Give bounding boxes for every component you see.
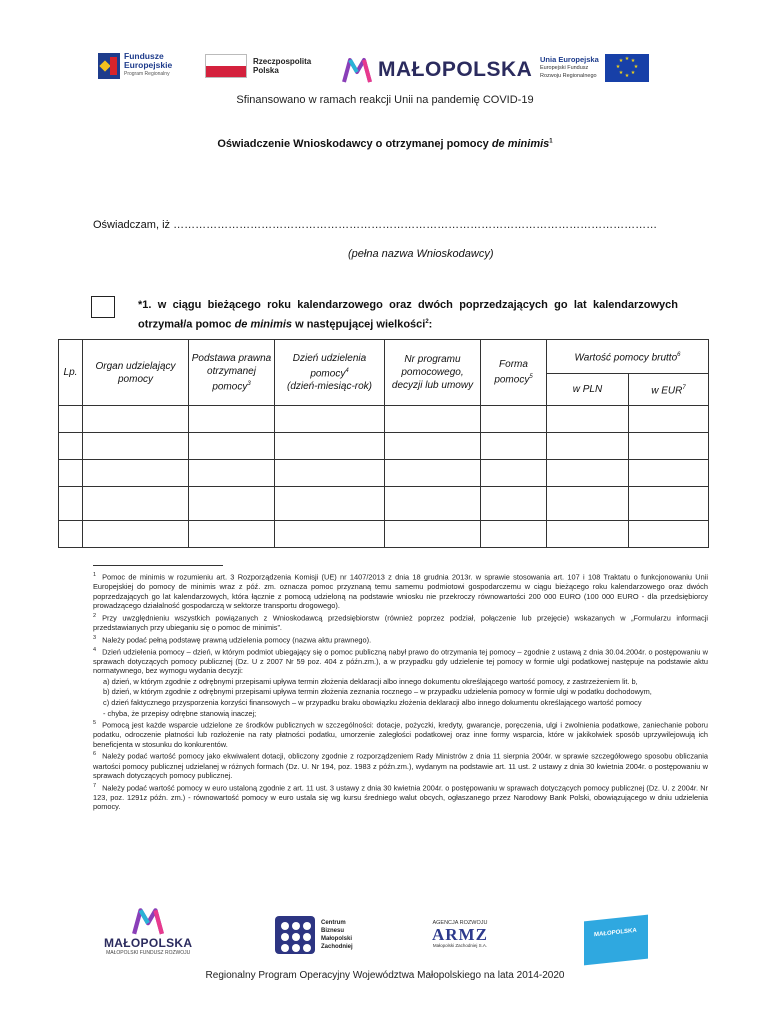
eu-flag-icon: ★ ★ ★ ★ ★ ★ ★ ★ [605,54,649,82]
footnote-item [93,646,708,676]
footnote-text: c) dzień faktycznego przysporzenia korzyści finansowych – w przypadku braku obowiązku złożenia deklaracji albo innego dokumentu określającego wartość pomocy [103,698,642,707]
col-podstawa: Podstawa prawna otrzymanej pomocy$^3$ [189,340,275,406]
dots-grid-icon [275,916,315,954]
footnote-item [93,782,708,812]
footnote-text: Pomocą jest każde wsparcie udzielone ze środków publicznych w szczególności: dotacje, pożyczki, kredyty, gwarancje, poręczenia, ulgi i zwolnienia podatkowe, zaniechanie poboru podatku, odroczenie płatności lub rozłożenie na raty płatności podatku, umorzenie zaległości podatkowej oraz inne formy wsparcia, które w jakikolwiek sposób uprzywilejowują ich beneficjenta w stosunku do konkurentów. [93,720,708,749]
footnote-item [93,719,708,749]
footnotes [93,571,708,813]
unia-europejska-logo [540,54,649,82]
footnote-text: Należy podać wartość pomocy jako ekwiwalent dotacji, obliczony zgodnie z rozporządzeniem Rady Ministrów z dnia 11 sierpnia 2004r. w sprawie szczegółowego sposobu obliczania wartości pomocy publicznej udzielanej w różnych formach (Dz. U. Nr 194, poz. 1983 z późn.zm.), wydanym na podstawie art. 11 ust. 2 ustawy z dnia 30 kwietnia 2004r. o postępowaniu w sprawach dotyczących pomocy publicznej. [93,751,708,781]
point1-text-a: *1. w ciągu bieżącego roku kalendarzowego oraz dwóch poprzedzających go lat kalendarzowych otrzymał/a pomoc [138,299,678,331]
fundusze-europejskie-logo [98,52,172,79]
footnote-number: 2 [93,612,97,619]
footnote-text: a) dzień, w którym zgodnie z odrębnymi przepisami upływa termin złożenia deklaracji albo innego dokumentu określającego wartość pomocy, z zastrzeżeniem lit. b, [103,676,638,686]
armz-sub: Małopolski Zachodniej S.A. [432,943,488,948]
rp-line1: Rzeczpospolita [253,57,312,66]
footnote-number: 4 [93,646,97,653]
footnote-text: Pomoc de minimis w rozumieniu art. 3 Rozporządzenia Komisji (UE) nr 1407/2013 z dnia 18 grudnia 2013r. w sprawie stosowania art. 107 i 108 Traktatu o funkcjonowaniu Unii Europejskiej do pomocy de minimis wraz z póź. zm. oznacza pomoc przyznaną temu samemu podmiotowi gospodarczemu w ciągu bieżącego roku kalendarzowego oraz dwóch poprzedzających go lat kalendarzowych, która łącznie z pomocą udzieloną na podstawie wniosku nie przekroczy równowartości 200 000 EURO (100 000 EURO - dla przedsiębiorcy prowadzącego działalność gospodarczą w sektorze transportu drogowego). [93,572,708,611]
col-nr: Nr programu pomocowego, decyzji lub umowy [385,340,481,406]
title-footnote-ref: 1 [549,138,553,145]
footnote-text: Przy uwzględnieniu wszystkich powiązanych z Wnioskodawcą przedsiębiorstw (również poprzez podział, połączenie lub przejęcie) wskazanych w „Formularzu informacji przedstawianych przy ubieganiu się o pomoc de minimis”. [93,613,708,632]
cb-line1: Centrum [321,920,346,926]
malopolska-wordmark: MAŁOPOLSKA [378,58,533,81]
mpf-text: MAŁOPOLSKA [594,927,637,939]
footnote-number: 3 [93,634,97,641]
col-forma: Forma pomocy$^5$ [481,340,547,406]
mp-wordmark: MAŁOPOLSKA [104,936,193,950]
point1-tail: : [428,318,433,331]
centrum-biznesu-logo [275,916,353,954]
malopolska-mark-icon [342,56,372,84]
footnote-text: Należy podać pełną podstawę prawną udzielenia pomocy (nazwa aktu prawnego). [102,634,372,644]
title-main: Oświadczenie Wnioskodawcy o otrzymanej pomocy [217,138,492,150]
rp-line2: Polska [253,66,279,75]
col-dzien: Dzień udzielenia pomocy$^4$ (dzień-miesiąc-rok) [275,340,385,406]
footnote-number: 5 [93,720,97,727]
point1-text-b: w następującej wielkości [292,318,426,331]
col-wartosc: Wartość pomocy brutto$^6$ [547,340,709,374]
armz-logo [432,920,488,948]
header-logos [0,44,770,92]
table-row [59,433,709,460]
fe-line2: Europejskie [124,60,173,70]
table-row [59,521,709,548]
malopolska-logo [342,56,532,84]
cb-line4: Zachodniej [321,944,353,950]
cb-line2: Biznesu [321,928,345,934]
aid-table [58,339,709,548]
page-title [0,138,770,150]
mp-subtitle: MAŁOPOLSKI FUNDUSZ ROZWOJU [106,950,191,956]
fe-line3: Program Regionalny [124,71,170,77]
footer-logos [0,902,770,964]
point1-checkbox[interactable] [91,296,115,318]
declaration-line[interactable]: Oświadczam, iż …………………………………………………………………………………………………………………… [93,219,658,231]
point1-statement [138,297,678,334]
malopolska-mark-icon [132,906,164,936]
col-organ: Organ udzielający pomocy [83,340,189,406]
malopolska-banner-logo [584,915,648,966]
table-row [59,460,709,487]
footnote-item [93,698,708,708]
rzeczpospolita-logo [205,54,311,78]
point1-footnote-ref: 2 [425,319,429,325]
col-eur: w EUR$^7$ [629,374,709,406]
table-row [59,406,709,433]
ue-line3: Rozwoju Regionalnego [540,73,597,79]
cb-line3: Małopolski [321,936,353,942]
malopolska-fundusz-logo [104,906,192,956]
fe-mark-icon [98,53,120,79]
footnote-text: b) dzień, w którym zgodnie z odrębnymi przepisami upływa termin złożenia zeznania rocznego – w przypadku udzielenia pomocy w formie ulgi w podatku dochodowym, [103,687,652,697]
footnote-divider [93,565,223,566]
declaration-caption: (pełna nazwa Wnioskodawcy) [348,248,494,260]
ue-line2: Europejski Fundusz [540,65,589,71]
footnote-item [93,687,708,697]
footnote-item [93,612,708,633]
col-lp: Lp. [59,340,83,406]
polish-flag-icon [205,54,247,78]
footnote-number: 1 [93,572,97,578]
footnote-item [93,750,708,780]
footnote-item [93,709,708,719]
page-footer: Regionalny Program Operacyjny Województwa Małopolskiego na lata 2014-2020 [205,970,565,981]
footnote-number: 6 [93,751,97,758]
footnote-text: Należy podać wartość pomocy w euro ustaloną zgodnie z art. 11 ust. 3 ustawy z dnia 30 kwietnia 2004r. o postępowaniu w sprawach dotyczących pomocy publicznej (Dz. U. z 2004r. Nr 123, poz. 1291z późn. zm.) - równowartość pomocy w euro ustala się wg kursu średniego walut obcych, ogłaszanego przez Narodowy Bank Polski, obowiązującego w dniu udzielenia pomocy. [93,783,708,812]
ue-line1: Unia Europejska [540,55,599,64]
footnote-text: Dzień udzielenia pomocy – dzień, w którym podmiot ubiegający się o pomoc publiczną nabył prawo do otrzymania tej pomocy – zgodnie z ustawą z dnia 30.04.2004r. o postępowaniu w sprawach dotyczących pomocy publicznej (Dz. U z 2007 Nr 59 poz. 404 z późn.zm.), a w przypadku gdy udzielenie tej pomocy w formie ulgi podatkowej następuje na podstawie aktu normatywnego, bez wymogu wydania decyzji: [93,647,708,676]
armz-top: AGENCJA ROZWOJU [432,920,488,926]
col-pln: w PLN [547,374,629,406]
covid-statement: Sfinansowano w ramach reakcji Unii na pandemię COVID-19 [236,94,534,106]
footnote-number: 7 [93,782,97,789]
footnote-item [93,571,708,611]
footnote-item [93,634,708,645]
title-italic: de minimis [491,138,550,150]
footnote-item [93,677,708,687]
point1-italic: de minimis [234,318,293,331]
armz-wordmark: ARMZ [432,925,488,944]
table-row [59,487,709,521]
footnote-text: - chyba, że przepisy odrębne stanowią inaczej; [103,708,257,718]
fe-line1: Fundusze [124,51,164,61]
